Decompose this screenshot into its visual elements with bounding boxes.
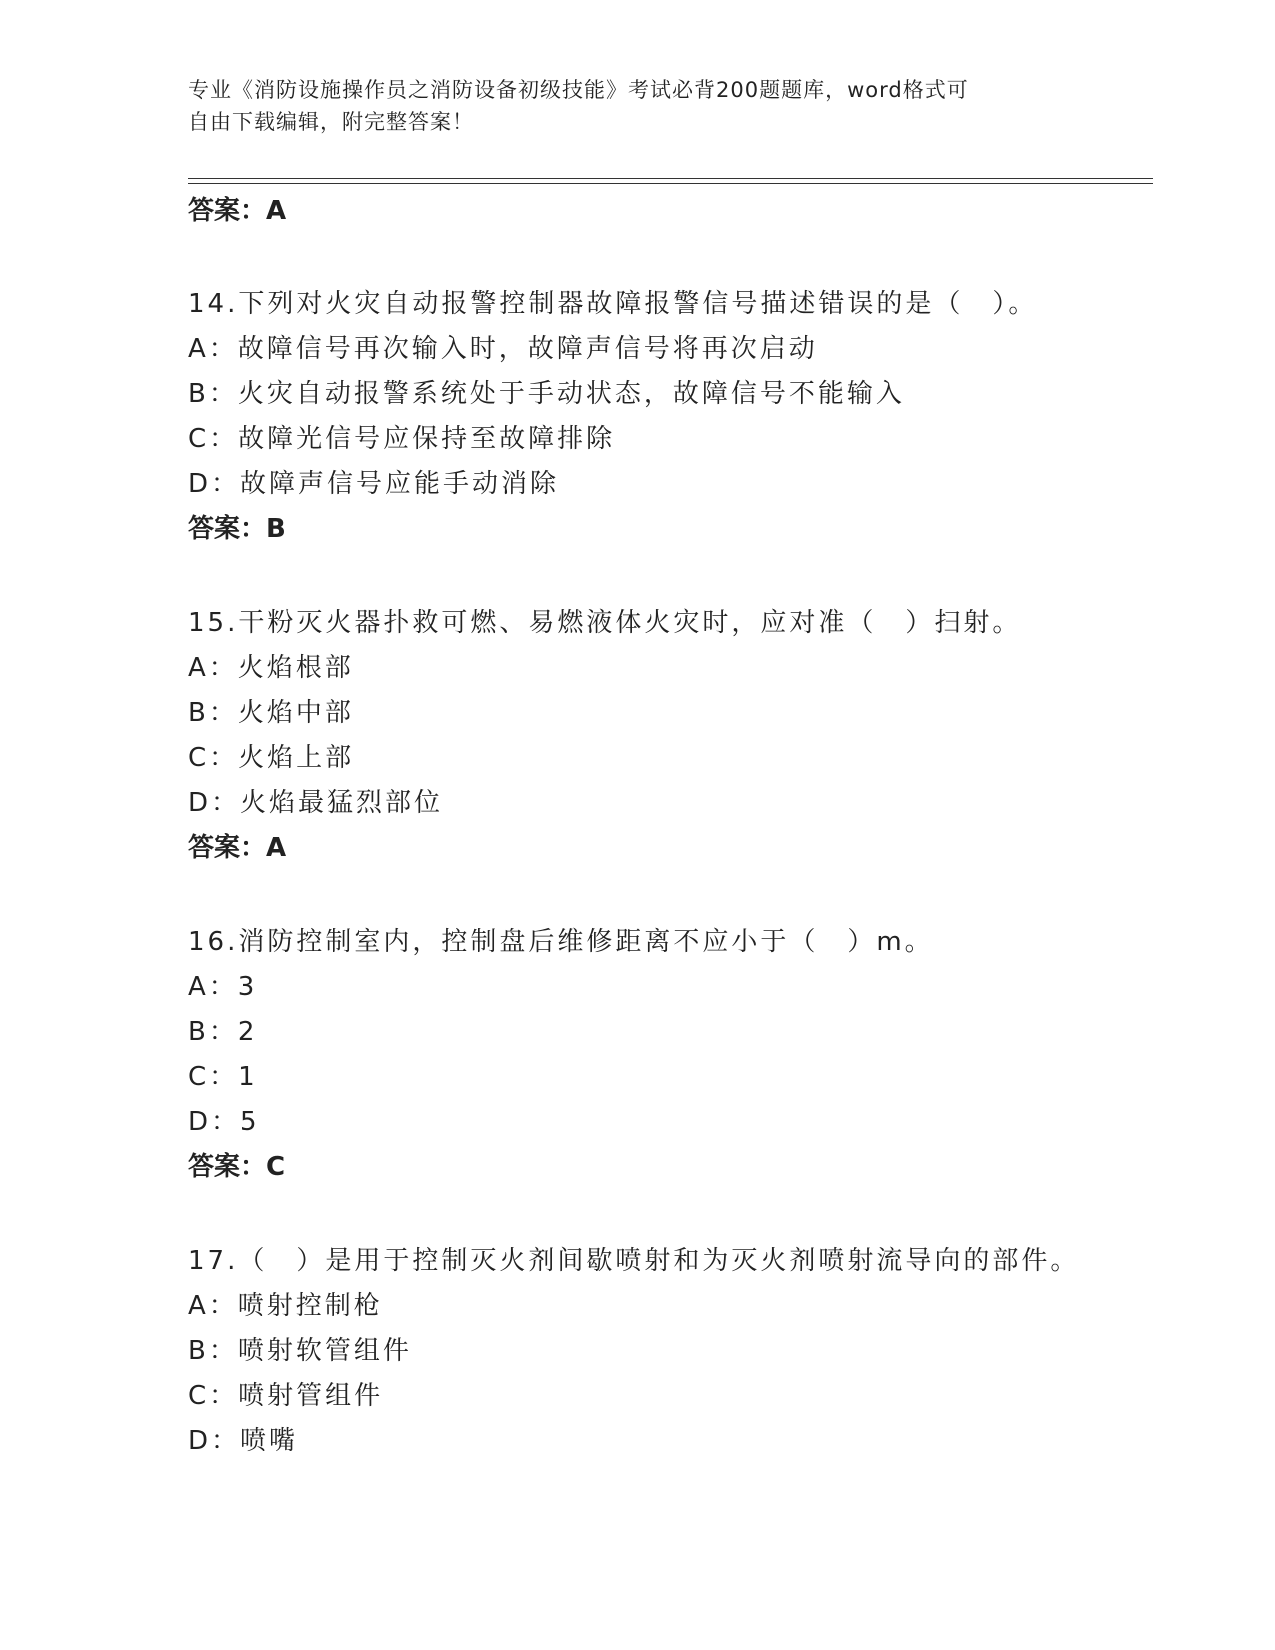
- answer-label: 答案：B: [188, 514, 286, 544]
- header-divider-top: [188, 178, 1153, 179]
- header-divider-bottom: [188, 183, 1153, 184]
- option-d: D：5: [188, 1107, 260, 1137]
- answer-label: 答案：A: [188, 833, 287, 863]
- option-b: B：火灾自动报警系统处于手动状态，故障信号不能输入: [188, 379, 905, 409]
- previous-question-answer: 答案：A: [188, 196, 287, 226]
- option-d: D：火焰最猛烈部位: [188, 788, 444, 818]
- question-15: [188, 601, 1148, 871]
- option-a: A：火焰根部: [188, 653, 354, 683]
- question-14: [188, 282, 1148, 552]
- answer-label: 答案：C: [188, 1152, 286, 1182]
- question-list: [188, 282, 1148, 1464]
- question-text: 14.下列对火灾自动报警控制器故障报警信号描述错误的是（ ）。: [188, 289, 1038, 319]
- question-16: [188, 920, 1148, 1190]
- question-text: 15.干粉灭火器扑救可燃、易燃液体火灾时，应对准（ ）扫射。: [188, 608, 1022, 638]
- option-a: A：故障信号再次输入时，故障声信号将再次启动: [188, 334, 818, 364]
- option-a: A：喷射控制枪: [188, 1291, 383, 1321]
- option-c: C：故障光信号应保持至故障排除: [188, 424, 616, 454]
- header-line-2: 自由下载编辑，附完整答案！: [188, 110, 474, 134]
- option-a: A：3: [188, 972, 258, 1002]
- option-c: C：火焰上部: [188, 743, 355, 773]
- option-d: D：喷嘴: [188, 1426, 299, 1456]
- document-header: [188, 74, 1088, 138]
- option-d: D：故障声信号应能手动消除: [188, 469, 560, 499]
- question-text: 16.消防控制室内，控制盘后维修距离不应小于（ ）m。: [188, 927, 934, 957]
- option-b: B：喷射软管组件: [188, 1336, 412, 1366]
- option-c: C：喷射管组件: [188, 1381, 384, 1411]
- header-line-1: 专业《消防设施操作员之消防设备初级技能》考试必背200题题库，word格式可: [188, 78, 969, 102]
- option-c: C：1: [188, 1062, 258, 1092]
- question-17: [188, 1239, 1148, 1464]
- question-text: 17.（ ）是用于控制灭火剂间歇喷射和为灭火剂喷射流导向的部件。: [188, 1246, 1080, 1276]
- option-b: B：火焰中部: [188, 698, 354, 728]
- option-b: B：2: [188, 1017, 258, 1047]
